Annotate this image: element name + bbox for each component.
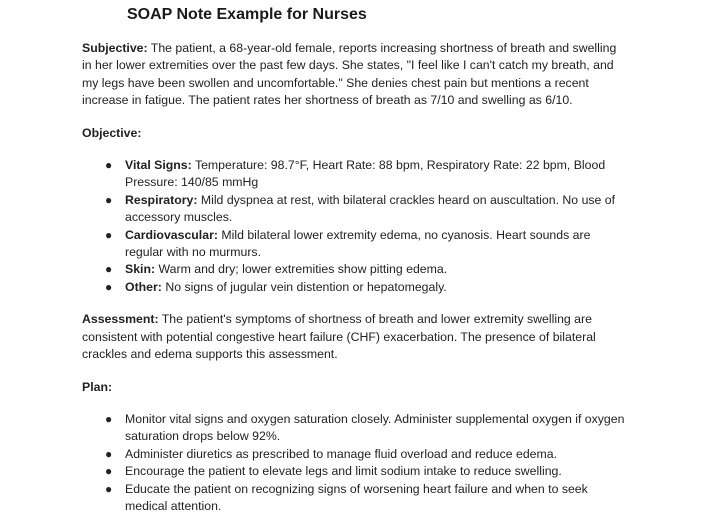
plan-item-text: Educate the patient on recognizing signs of worsening heart failure and when to seek medical attention. [125,481,588,513]
bullet-icon: ● [105,411,113,426]
document-body [82,40,627,517]
assessment-text: The patient's symptoms of shortness of breath and lower extremity swelling are consistent with potential congestive heart failure (CHF) exacerbation. The presence of bilateral crackles and edema supports this assessment. [82,312,596,362]
objective-item-text: Warm and dry; lower extremities show pitting edema. [155,262,448,277]
objective-heading: Objective: [82,125,142,140]
objective-item-label: Skin: [125,262,156,277]
bullet-icon: ● [105,279,113,294]
list-item [105,411,627,446]
list-item [105,261,627,278]
plan-list [82,411,627,515]
objective-item-text: No signs of jugular vein distention or hepatomegaly. [161,279,447,294]
list-item [105,157,627,192]
plan-item-text: Encourage the patient to elevate legs and limit sodium intake to reduce swelling. [125,464,562,479]
objective-item-text: Mild dyspnea at rest, with bilateral crackles heard on auscultation. No use of accessory muscles. [125,192,616,225]
subjective-label: Subjective: [82,41,148,55]
assessment-label: Assessment: [82,312,159,327]
list-item [105,463,627,480]
objective-item-label: Vital Signs: [125,158,192,173]
bullet-icon: ● [105,192,113,207]
bullet-icon: ● [105,262,113,277]
assessment-section [82,311,627,363]
bullet-icon: ● [105,227,113,242]
plan-item-text: Administer diuretics as prescribed to manage fluid overload and reduce edema. [125,446,557,461]
bullet-icon: ● [105,464,113,479]
subjective-section [82,40,627,110]
objective-item-label: Cardiovascular: [125,227,218,242]
objective-list [82,157,627,296]
list-item [105,481,627,516]
objective-item-label: Other: [125,279,162,294]
bullet-icon: ● [105,158,113,173]
list-item [105,192,627,227]
plan-item-text: Monitor vital signs and oxygen saturation closely. Administer supplemental oxygen if oxygen saturation drops below 92%. [125,411,625,444]
bullet-icon: ● [105,446,113,461]
objective-item-label: Respiratory: [125,192,198,207]
list-item [105,446,627,463]
objective-item-text: Mild bilateral lower extremity edema, no cyanosis. Heart sounds are regular with no murmurs. [125,227,591,260]
list-item [105,227,627,262]
document-title: SOAP Note Example for Nurses [127,6,367,23]
list-item [105,279,627,296]
bullet-icon: ● [105,481,113,496]
objective-item-text: Temperature: 98.7°F, Heart Rate: 88 bpm, Respiratory Rate: 22 bpm, Blood Pressure: 140/85 mmHg [125,158,606,190]
plan-heading: Plan: [82,379,113,394]
subjective-text: The patient, a 68-year-old female, reports increasing shortness of breath and swelling in her lower extremities over the past few days. She states, "I feel like I can't catch my breath, and my legs have been swollen and uncomfortable." She denies chest pain but mentions a recent increase in fatigue. The patient rates her shortness of breath as 7/10 and swelling as 6/10. [82,41,617,108]
